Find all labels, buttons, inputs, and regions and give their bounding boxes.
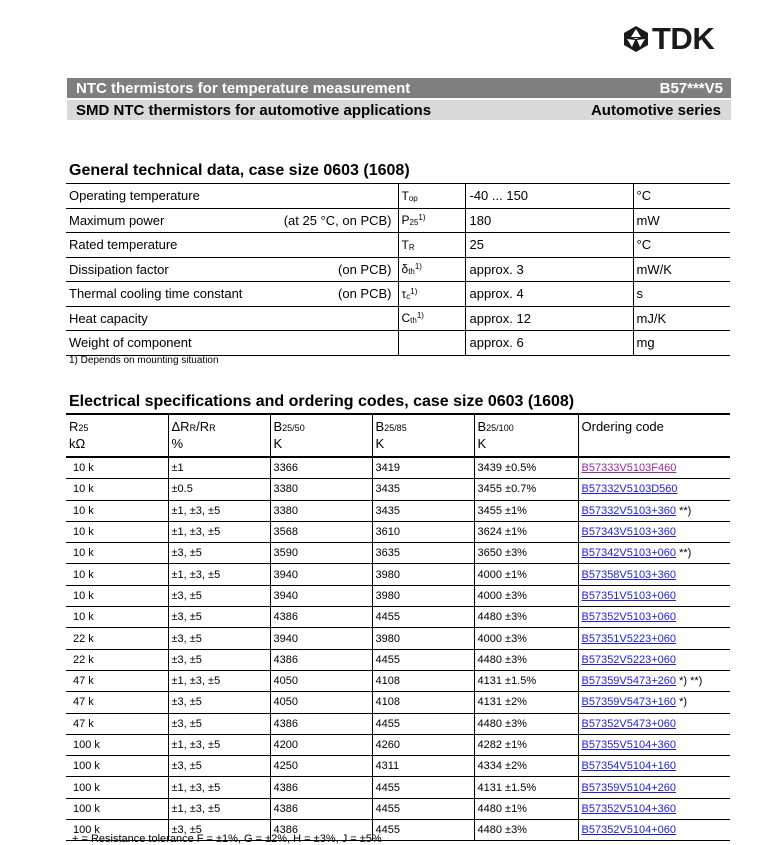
b25-85-value: 3980 <box>372 628 474 649</box>
tolerance-value: ±3, ±5 <box>168 543 270 564</box>
b25-100-value: 3650 ±3% <box>474 543 578 564</box>
param-value: 180 <box>465 208 633 233</box>
ordering-code-link[interactable]: B57352V5104+060 <box>581 824 677 837</box>
param-symbol <box>398 331 465 356</box>
b25-85-value: 4260 <box>372 734 474 755</box>
resistance-value: 100 k <box>66 798 168 819</box>
table-row <box>66 692 730 713</box>
column-header <box>474 414 578 457</box>
ordering-code-cell <box>578 607 730 628</box>
param-symbol <box>398 306 465 331</box>
tolerance-value: ±3, ±5 <box>168 756 270 777</box>
table-row <box>66 607 730 628</box>
resistance-value: 10 k <box>66 564 168 585</box>
param-condition: (on PCB) <box>274 257 398 282</box>
ordering-code-link[interactable]: B57342V5103+060 <box>581 547 677 560</box>
tolerance-value: ±3, ±5 <box>168 649 270 670</box>
symbol-main: P <box>401 213 410 228</box>
ordering-code-link[interactable]: B57352V5104+360 <box>581 802 677 815</box>
tdk-logo <box>622 21 715 56</box>
table-row <box>66 734 730 755</box>
general-data-table <box>66 183 730 356</box>
tolerance-value: ±1, ±3, ±5 <box>168 500 270 521</box>
b25-50-value: 4386 <box>270 713 372 734</box>
ordering-code-link[interactable]: B57352V5473+060 <box>581 717 677 730</box>
b25-85-value: 4455 <box>372 713 474 734</box>
header-symbol-2: /R <box>196 419 210 434</box>
ordering-code-link[interactable]: B57332V5103D560 <box>581 483 678 496</box>
tolerance-value: ±0.5 <box>168 479 270 500</box>
ordering-code-link[interactable]: B57352V5103+060 <box>581 611 677 624</box>
b25-85-value: 3980 <box>372 564 474 585</box>
ordering-code-link[interactable]: B57355V5104+360 <box>581 739 677 751</box>
param-label: Rated temperature <box>66 233 274 258</box>
b25-50-value: 3940 <box>270 564 372 585</box>
general-row <box>66 257 730 282</box>
param-label: Thermal cooling time constant <box>66 282 274 307</box>
header-unit: kΩ <box>69 436 86 451</box>
general-row <box>66 331 730 356</box>
general-data-heading: General technical data, case size 0603 (1608) <box>69 162 410 179</box>
ordering-code-link[interactable]: B57343V5103+360 <box>581 526 677 539</box>
column-header <box>372 414 474 457</box>
param-symbol <box>398 282 465 307</box>
header-unit: K <box>273 436 283 451</box>
param-symbol <box>398 208 465 233</box>
ordering-code-cell <box>578 777 730 798</box>
ordering-code-cell <box>578 457 730 479</box>
b25-85-value: 3419 <box>372 457 474 479</box>
param-value: approx. 3 <box>465 257 633 282</box>
param-symbol <box>398 233 465 258</box>
resistance-value: 100 k <box>66 756 168 777</box>
b25-50-value: 4050 <box>270 670 372 691</box>
table-row <box>66 713 730 734</box>
b25-85-value: 3435 <box>372 500 474 521</box>
header-symbol: Ordering code <box>581 419 664 434</box>
b25-85-value: 3435 <box>372 479 474 500</box>
symbol-footnote-ref: 1) <box>416 311 424 321</box>
param-value: approx. 6 <box>465 331 633 356</box>
b25-50-value: 3590 <box>270 543 372 564</box>
param-label: Maximum power <box>66 208 274 233</box>
tolerance-value: ±1, ±3, ±5 <box>168 521 270 542</box>
b25-50-value: 4386 <box>270 649 372 670</box>
param-value: -40 ... 150 <box>465 184 633 209</box>
general-footnote: 1) Depends on mounting situation <box>69 355 219 366</box>
b25-50-value: 4386 <box>270 798 372 819</box>
resistance-value: 100 k <box>66 734 168 755</box>
header-subscript: 25/85 <box>384 423 407 433</box>
tolerance-value: ±3, ±5 <box>168 585 270 606</box>
ordering-code-link[interactable]: B57332V5103+360 <box>581 504 677 517</box>
tolerance-value: ±1, ±3, ±5 <box>168 564 270 585</box>
resistance-value: 10 k <box>66 543 168 564</box>
column-header <box>66 414 168 457</box>
b25-50-value: 4386 <box>270 777 372 798</box>
b25-50-value: 4200 <box>270 734 372 755</box>
electrical-spec-table <box>66 413 730 841</box>
b25-85-value: 4455 <box>372 777 474 798</box>
resistance-value: 22 k <box>66 628 168 649</box>
param-label: Dissipation factor <box>66 257 274 282</box>
b25-100-value: 4000 ±3% <box>474 628 578 649</box>
ordering-code-cell <box>578 479 730 500</box>
b25-50-value: 3940 <box>270 585 372 606</box>
symbol-main: δ <box>401 262 409 277</box>
header-subscript: R <box>189 423 197 433</box>
resistance-value: 10 k <box>66 521 168 542</box>
symbol-subscript: 25 <box>409 218 419 228</box>
b25-50-value: 3380 <box>270 479 372 500</box>
symbol-subscript: R <box>408 242 415 252</box>
b25-85-value: 4455 <box>372 649 474 670</box>
param-unit: mW <box>633 208 730 233</box>
symbol-main: T <box>401 188 409 203</box>
param-condition <box>274 184 398 209</box>
ordering-code-cell <box>578 756 730 777</box>
tolerance-footnote: + = Resistance tolerance F = ±1%, G = ±2%, H = ±3%, J = ±5% <box>72 833 382 845</box>
resistance-value: 100 k <box>66 820 168 841</box>
product-family-title: NTC thermistors for temperature measurement <box>76 79 411 97</box>
b25-100-value: 4131 ±2% <box>474 692 578 713</box>
general-row <box>66 282 730 307</box>
ordering-code-link[interactable]: B57359V5473+160 <box>581 696 677 709</box>
ordering-code-link[interactable]: B57351V5103+060 <box>581 589 677 602</box>
b25-100-value: 4334 ±2% <box>474 756 578 777</box>
symbol-main: C <box>401 311 411 326</box>
b25-50-value: 3940 <box>270 628 372 649</box>
column-header <box>578 414 730 457</box>
resistance-value: 10 k <box>66 500 168 521</box>
resistance-value: 22 k <box>66 649 168 670</box>
ordering-code-link[interactable]: B57358V5103+360 <box>581 568 677 581</box>
param-unit: s <box>633 282 730 307</box>
ordering-code-cell <box>578 628 730 649</box>
ordering-code-cell <box>578 649 730 670</box>
b25-50-value: 4050 <box>270 692 372 713</box>
tolerance-value: ±3, ±5 <box>168 713 270 734</box>
ordering-code-link[interactable]: B57333V5103F460 <box>581 462 677 475</box>
ordering-code-link[interactable]: B57359V5104+260 <box>581 781 677 794</box>
ordering-code-cell <box>578 564 730 585</box>
general-row <box>66 184 730 209</box>
header-unit: K <box>375 436 385 451</box>
param-symbol <box>398 257 465 282</box>
ordering-code-cell <box>578 670 730 691</box>
general-row <box>66 306 730 331</box>
resistance-value: 100 k <box>66 777 168 798</box>
param-unit: mJ/K <box>633 306 730 331</box>
b25-50-value: 3366 <box>270 457 372 479</box>
tolerance-value: ±1, ±3, ±5 <box>168 670 270 691</box>
b25-50-value: 3380 <box>270 500 372 521</box>
tolerance-value: ±1 <box>168 457 270 479</box>
b25-50-value: 4386 <box>270 820 372 841</box>
ordering-code-cell <box>578 543 730 564</box>
table-row <box>66 521 730 542</box>
table-row <box>66 500 730 521</box>
resistance-value: 47 k <box>66 692 168 713</box>
ordering-code-note-mark: *) <box>679 696 688 709</box>
param-condition: (on PCB) <box>274 282 398 307</box>
header-subscript-2: R <box>209 423 216 433</box>
symbol-main: T <box>401 237 409 252</box>
tdk-emblem-icon <box>622 25 650 53</box>
ordering-code-cell <box>578 798 730 819</box>
b25-85-value: 4455 <box>372 798 474 819</box>
param-symbol <box>398 184 465 209</box>
column-header <box>270 414 372 457</box>
table-row <box>66 798 730 819</box>
table-row <box>66 670 730 691</box>
param-condition <box>274 306 398 331</box>
b25-100-value: 4480 ±3% <box>474 649 578 670</box>
param-value: approx. 12 <box>465 306 633 331</box>
ordering-code-note-mark: **) <box>679 504 692 517</box>
param-unit: mg <box>633 331 730 356</box>
header-band-secondary <box>67 100 731 120</box>
general-row <box>66 208 730 233</box>
b25-100-value: 4480 ±1% <box>474 798 578 819</box>
symbol-subscript: c <box>406 291 411 301</box>
ordering-code-note-mark: *) **) <box>679 675 703 688</box>
table-row <box>66 585 730 606</box>
tdk-wordmark: TDK <box>652 21 715 56</box>
param-value: approx. 4 <box>465 282 633 307</box>
symbol-footnote-ref: 1) <box>414 262 422 272</box>
tolerance-value: ±3, ±5 <box>168 692 270 713</box>
symbol-subscript: th <box>408 267 415 277</box>
tolerance-value: ±3, ±5 <box>168 628 270 649</box>
header-subscript: 25/100 <box>486 423 514 433</box>
resistance-value: 10 k <box>66 585 168 606</box>
ordering-code-note-mark: **) <box>679 547 692 560</box>
resistance-value: 47 k <box>66 670 168 691</box>
param-unit: °C <box>633 233 730 258</box>
b25-100-value: 3439 ±0.5% <box>474 457 578 479</box>
table-row <box>66 543 730 564</box>
ordering-code-cell <box>578 734 730 755</box>
resistance-value: 10 k <box>66 479 168 500</box>
param-unit: °C <box>633 184 730 209</box>
symbol-subscript: op <box>408 193 418 203</box>
product-subtitle: SMD NTC thermistors for automotive applications <box>76 101 432 119</box>
b25-100-value: 3624 ±1% <box>474 521 578 542</box>
header-subscript: 25 <box>78 423 89 433</box>
b25-85-value: 3980 <box>372 585 474 606</box>
tolerance-value: ±1, ±3, ±5 <box>168 798 270 819</box>
ordering-code-cell <box>578 713 730 734</box>
ordering-code-link[interactable]: B57354V5104+160 <box>581 760 677 773</box>
b25-50-value: 3568 <box>270 521 372 542</box>
ordering-code-cell <box>578 820 730 841</box>
b25-85-value: 4108 <box>372 670 474 691</box>
b25-100-value: 4131 ±1.5% <box>474 777 578 798</box>
ordering-code-cell <box>578 521 730 542</box>
b25-50-value: 4250 <box>270 756 372 777</box>
header-symbol: ΔR <box>171 419 190 434</box>
b25-85-value: 3610 <box>372 521 474 542</box>
ordering-code-cell <box>578 585 730 606</box>
b25-100-value: 4480 ±3% <box>474 820 578 841</box>
header-symbol: R <box>69 419 79 434</box>
table-row <box>66 564 730 585</box>
ordering-code-cell <box>578 692 730 713</box>
param-condition <box>274 331 398 356</box>
param-condition <box>274 233 398 258</box>
header-unit: % <box>171 436 184 451</box>
table-row <box>66 457 730 479</box>
symbol-main: τ <box>401 286 407 301</box>
b25-100-value: 4480 ±3% <box>474 713 578 734</box>
resistance-value: 47 k <box>66 713 168 734</box>
param-label: Weight of component <box>66 331 274 356</box>
header-symbol: B <box>477 419 487 434</box>
b25-85-value: 4455 <box>372 607 474 628</box>
header-symbol: B <box>375 419 385 434</box>
tolerance-value: ±1, ±3, ±5 <box>168 777 270 798</box>
b25-85-value: 4311 <box>372 756 474 777</box>
symbol-subscript: th <box>410 316 417 326</box>
table-row <box>66 479 730 500</box>
b25-85-value: 4108 <box>372 692 474 713</box>
header-symbol: B <box>273 419 283 434</box>
b25-100-value: 3455 ±0.7% <box>474 479 578 500</box>
b25-100-value: 4480 ±3% <box>474 607 578 628</box>
table-row <box>66 649 730 670</box>
symbol-footnote-ref: 1) <box>410 286 418 296</box>
b25-100-value: 4282 ±1% <box>474 734 578 755</box>
param-unit: mW/K <box>633 257 730 282</box>
tolerance-value: ±3, ±5 <box>168 607 270 628</box>
b25-100-value: 4000 ±3% <box>474 585 578 606</box>
b25-100-value: 4131 ±1.5% <box>474 670 578 691</box>
series-code: B57***V5 <box>659 79 723 97</box>
electrical-spec-heading: Electrical specifications and ordering codes, case size 0603 (1608) <box>69 393 575 410</box>
b25-50-value: 4386 <box>270 607 372 628</box>
general-row <box>66 233 730 258</box>
param-condition: (at 25 °C, on PCB) <box>274 208 398 233</box>
b25-85-value: 3635 <box>372 543 474 564</box>
header-subscript: 25/50 <box>282 423 305 433</box>
b25-100-value: 3455 ±1% <box>474 500 578 521</box>
b25-100-value: 4000 ±1% <box>474 564 578 585</box>
table-row <box>66 756 730 777</box>
ordering-code-cell <box>578 500 730 521</box>
header-band-primary <box>67 78 731 98</box>
header-unit: K <box>477 436 487 451</box>
resistance-value: 10 k <box>66 457 168 479</box>
param-label: Heat capacity <box>66 306 274 331</box>
tolerance-value: ±1, ±3, ±5 <box>168 734 270 755</box>
param-label: Operating temperature <box>66 184 274 209</box>
column-header <box>168 414 270 457</box>
b25-85-value: 4455 <box>372 820 474 841</box>
ordering-code-link[interactable]: B57359V5473+260 <box>581 675 677 688</box>
ordering-code-link[interactable]: B57352V5223+060 <box>581 653 677 666</box>
table-row <box>66 777 730 798</box>
tolerance-value: ±3, ±5 <box>168 820 270 841</box>
table-row <box>66 628 730 649</box>
ordering-code-link[interactable]: B57351V5223+060 <box>581 632 677 645</box>
series-name: Automotive series <box>590 101 721 119</box>
param-value: 25 <box>465 233 633 258</box>
resistance-value: 10 k <box>66 607 168 628</box>
symbol-footnote-ref: 1) <box>418 213 426 223</box>
